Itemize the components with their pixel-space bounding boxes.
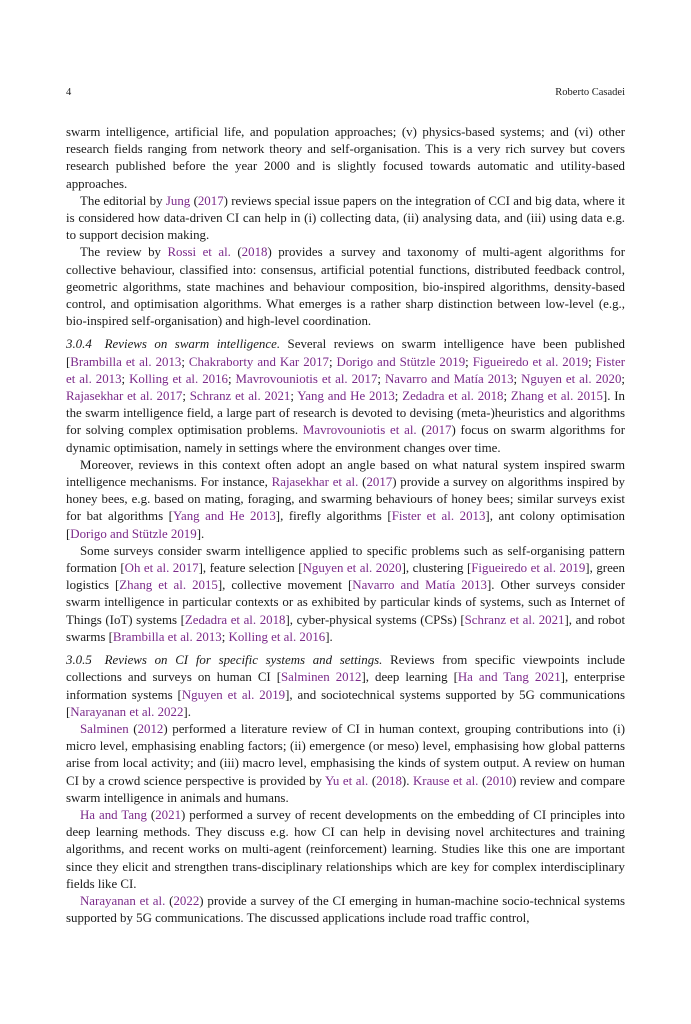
citation-link[interactable]: Figueiredo et al. 2019 <box>471 561 586 576</box>
citation-link[interactable]: Salminen <box>80 721 129 736</box>
text-run: Some surveys consider swarm intelligence applied to specific problems such as self-organising pattern formation [ <box>66 543 625 576</box>
text-run: ; <box>503 389 511 404</box>
citation-link[interactable]: Nguyen et al. 2020 <box>521 371 622 386</box>
citation-link[interactable]: Rajasekhar et al. 2017 <box>66 389 183 404</box>
citation-link[interactable]: Mavrovouniotis et al. 2017 <box>235 371 378 386</box>
text-run: ]. Other surveys consider swarm intelligence in particular contexts or as exhibited by particular kinds of systems, such as Internet of Things (IoT) systems [ <box>66 578 625 627</box>
paragraph <box>66 124 625 193</box>
section-title: Reviews on swarm intelligence. <box>104 337 281 352</box>
citation-link[interactable]: Brambilla et al. 2013 <box>70 354 182 369</box>
citation-link[interactable]: Navarro and Matía 2013 <box>384 371 514 386</box>
text-run: ]. <box>325 629 333 644</box>
citation-link[interactable]: Dorigo and Stützle 2019 <box>336 354 466 369</box>
text-run: ). <box>401 773 413 788</box>
text-run: ; <box>221 629 229 644</box>
citation-link[interactable]: Navarro and Matía 2013 <box>352 578 488 593</box>
text-run: ], green logistics [ <box>66 561 625 593</box>
text-run: ; <box>513 371 522 386</box>
text-run: Reviews from specific viewpoints include collections and surveys on human CI [ <box>66 653 625 685</box>
text-run: ; <box>328 354 337 369</box>
paragraph <box>66 893 625 927</box>
text-run: Moreover, reviews in this context often adopt an angle based on what natural system inspired swarm intelligence mechanisms. For instance, <box>66 457 625 490</box>
paragraph <box>66 807 625 893</box>
citation-link[interactable]: Zhang et al. 2015 <box>510 389 603 404</box>
text-run: ( <box>190 193 198 208</box>
page-number: 4 <box>66 87 72 98</box>
text-run: ], feature selection [ <box>198 561 303 576</box>
text-run: ; <box>121 371 130 386</box>
text-run: ( <box>368 773 377 788</box>
citation-link[interactable]: 2010 <box>486 773 513 788</box>
citation-link[interactable]: 2017 <box>425 423 452 438</box>
citation-link[interactable]: Jung <box>165 193 191 208</box>
text-run: ) reviews special issue papers on the integration of CCI and big data, where it is considered how data-driven CI can help in (i) collecting data, (ii) analysing data, and (iii) using data e.g. to support decision making. <box>66 193 625 243</box>
citation-link[interactable]: Yang and He 2013 <box>297 389 395 404</box>
text-run: ], firefly algorithms [ <box>275 509 392 524</box>
citation-link[interactable]: Kolling et al. 2016 <box>228 629 326 644</box>
citation-link[interactable]: 2021 <box>155 807 182 822</box>
citation-link[interactable]: Schranz et al. 2021 <box>464 612 565 627</box>
text-run: ]. <box>183 704 191 719</box>
text-run: ; <box>588 354 596 369</box>
citation-link[interactable]: Ha and Tang 2021 <box>457 670 561 685</box>
section-paragraph <box>66 336 625 456</box>
text-run: The editorial by <box>80 193 166 208</box>
text-run: ( <box>165 893 174 908</box>
text-run: ], enterprise information systems [ <box>66 670 625 702</box>
text-run: ( <box>416 423 426 438</box>
text-run: ]. In the swarm intelligence field, a large part of research is devoted to devising (meta-)heuristics and algorithms for solving complex optimisation problems. <box>66 389 625 438</box>
citation-link[interactable]: Dorigo and Stützle 2019 <box>70 526 197 541</box>
citation-link[interactable]: Oh et al. 2017 <box>124 561 199 576</box>
citation-link[interactable]: Figueiredo et al. 2019 <box>472 354 589 369</box>
citation-link[interactable]: Fister et al. 2013 <box>391 509 486 524</box>
text-run: ; <box>290 389 298 404</box>
text-run: ], collective movement [ <box>217 578 353 593</box>
text-run: ) focus on swarm algorithms for dynamic optimisation, namely in settings where the environment changes over time. <box>66 423 625 455</box>
text-run: ], cyber-physical systems (CPSs) [ <box>285 612 465 627</box>
text-run: ( <box>128 721 138 736</box>
text-run: The review by <box>80 245 168 260</box>
text-run: ( <box>146 807 156 822</box>
text-run: ) provides a survey and taxonomy of multi-agent algorithms for collective behaviour, classified into: consensus, artificial potential functions, distributed feedback control, geometric algorithms, state machines and behaviour composition, bio-inspired algorithms, density-based control, and optimisation algorithms. What emerges is a rather sharp distinction between low-level (e.g., bio-inspired self-organisation) and high-level coordination. <box>66 245 626 329</box>
section-number: 3.0.5 <box>66 653 92 668</box>
paragraph <box>66 457 625 543</box>
citation-link[interactable]: Yang and He 2013 <box>172 509 276 524</box>
citation-link[interactable]: Zedadra et al. 2018 <box>402 389 504 404</box>
citation-link[interactable]: Fister et al. 2013 <box>66 354 626 386</box>
citation-link[interactable]: Brambilla et al. 2013 <box>112 629 222 644</box>
body-text <box>66 124 625 927</box>
citation-link[interactable]: Narayanan et al. 2022 <box>70 704 184 719</box>
text-run: ], ant colony optimisation [ <box>66 509 625 541</box>
section-number: 3.0.4 <box>66 337 92 352</box>
paragraph <box>66 543 625 646</box>
paragraph <box>66 193 625 245</box>
citation-link[interactable]: Yu et al. <box>325 773 369 788</box>
paragraph <box>66 244 625 330</box>
citation-link[interactable]: 2017 <box>197 193 224 208</box>
citation-link[interactable]: Zedadra et al. 2018 <box>184 612 286 627</box>
text-run: ], and sociotechnical systems supported by 5G communications [ <box>66 687 626 719</box>
text-run: ( <box>230 245 242 260</box>
citation-link[interactable]: 2018 <box>241 245 268 260</box>
text-run: ) review and compare swarm intelligence in animals and humans. <box>66 773 626 805</box>
citation-link[interactable]: 2022 <box>173 893 200 908</box>
text-run: ) performed a literature review of CI in human context, grouping contributions into (i) micro level, emphasising enabling factors; (ii) emergence (or meso) level, emphasising how global patterns arise from local activity; and (iii) macro level, emphasising the kinds of system output. A review on human CI by a crowd science perspective is provided by <box>66 721 626 788</box>
text-run: ) performed a survey of recent developments on the embedding of CI principles into deep learning methods. They discuss e.g. how CI can help in devising novel architectures and training algorithms, and recent works on multi-agent (reinforcement) learning. Studies like this one are important since they elicit and strengthen trans-disciplinary relationships which are key for complex interdisciplinary fields like CI. <box>66 807 626 891</box>
citation-link[interactable]: Mavrovouniotis et al. <box>302 423 417 438</box>
citation-link[interactable]: 2017 <box>366 475 393 490</box>
citation-link[interactable]: Salminen 2012 <box>281 670 362 685</box>
section-paragraph <box>66 652 625 721</box>
citation-link[interactable]: 2012 <box>137 721 164 736</box>
text-run: ; <box>377 371 385 386</box>
text-run: ], and robot swarms [ <box>66 612 626 644</box>
text-run: ) provide a survey on algorithms inspired by honey bees, e.g. based on mating, foraging, and swarming behaviours of honey bees; similar surveys exist for bat algorithms [ <box>66 475 626 524</box>
text-run: Several reviews on swarm intelligence have been published [ <box>66 337 625 369</box>
text-run: ; <box>394 389 403 404</box>
citation-link[interactable]: Zhang et al. 2015 <box>119 578 218 593</box>
text-run: ; <box>181 354 189 369</box>
text-run: ], clustering [ <box>401 561 472 576</box>
text-run: ; <box>621 371 625 386</box>
text-run: ( <box>478 773 487 788</box>
text-run: ; <box>182 389 190 404</box>
text-run: ], deep learning [ <box>361 670 458 685</box>
citation-link[interactable]: Chakraborty and Kar 2017 <box>188 354 329 369</box>
citation-link[interactable]: Narayanan et al. <box>80 893 166 908</box>
text-run: ]. <box>196 526 205 541</box>
citation-link[interactable]: Rajasekhar et al. <box>271 475 359 490</box>
section-title: Reviews on CI for specific systems and settings. <box>104 653 383 668</box>
text-run: ; <box>227 371 236 386</box>
citation-link[interactable]: Nguyen et al. 2020 <box>302 561 402 576</box>
text-run: ; <box>465 354 473 369</box>
citation-link[interactable]: Krause et al. <box>412 773 479 788</box>
citation-link[interactable]: Nguyen et al. 2019 <box>181 687 286 702</box>
text-run: ) provide a survey of the CI emerging in human-machine socio-technical systems supported by 5G communications. The discussed applications include road traffic control, <box>66 893 626 926</box>
text-run: ( <box>358 475 367 490</box>
citation-link[interactable]: 2018 <box>376 773 402 788</box>
citation-link[interactable]: Ha and Tang <box>80 807 147 822</box>
running-author: Roberto Casadei <box>555 87 625 98</box>
citation-link[interactable]: Schranz et al. 2021 <box>189 389 291 404</box>
paragraph <box>66 721 625 807</box>
citation-link[interactable]: Kolling et al. 2016 <box>129 371 228 386</box>
citation-link[interactable]: Rossi et al. <box>167 245 231 260</box>
text-run: swarm intelligence, artificial life, and population approaches; (v) physics-based systems; and (vi) other research fields ranging from network theory and self-organisation. This is a very rich survey but covers research published before the year 2000 and is slightly focused towards automatic and utility-based approaches. <box>66 125 625 191</box>
